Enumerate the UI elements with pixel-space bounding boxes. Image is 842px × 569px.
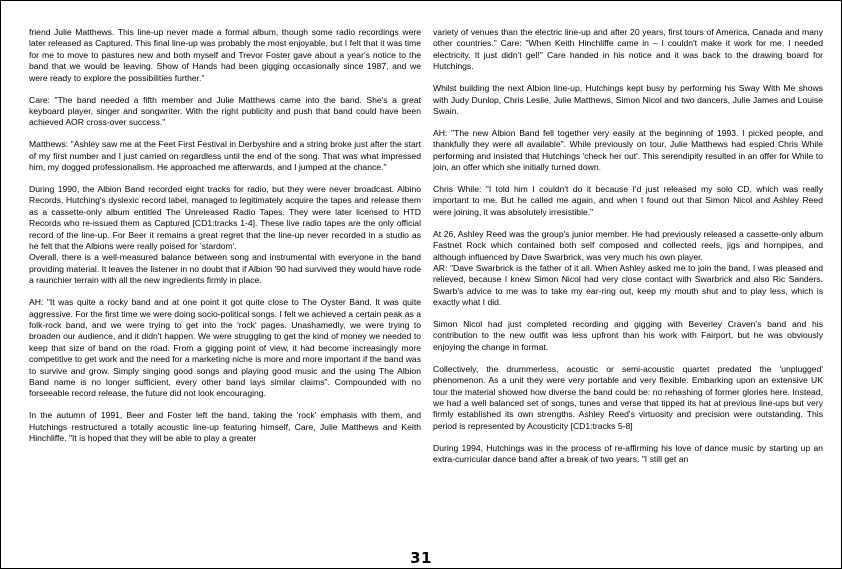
paragraph: In the autumn of 1991, Beer and Foster left the band, taking the 'rock' emphasis with them, and Hutchings restructured a totally acoustic line-up featuring himself, Care, Julie Matthews and Keith Hinchliffe. "It is hoped that they will be able to play a greater	[29, 410, 421, 444]
paragraph: Overall, there is a well-measured balance between song and instrumental with everyone in the band providing material. It leaves the listener in no doubt that if Albion '90 had survived they would have rode a raunchier terrain with all the new ingredients firmly in place.	[29, 252, 421, 286]
paragraph: Whilst building the next Albion line-up, Hutchings kept busy by performing his Sway With Me shows with Judy Dunlop, Chris Leslie, Julie Matthews, Simon Nicol and two dancers, Julie James and Louise Swain.	[433, 83, 823, 116]
right-text-column	[433, 27, 823, 466]
paragraph: Matthews: "Ashley saw me at the Feet First Festival in Derbyshire and a string broke just after the start of my first number and I just carried on regardless until the end of the song. That was what impressed him, my dogged professionalism. He approached me afterwards, and I jumped at the chance."	[29, 139, 421, 173]
paragraph: Care: "The band needed a fifth member and Julie Matthews came into the band. She's a great keyboard player, singer and songwriter. With the right publicity and push that band could have been achieved AOR cross-over success."	[29, 94, 421, 128]
paragraph: Simon Nicol had just completed recording and gigging with Beverley Craven's band and his contribution to the new outfit was less upfront than his work with Fairport, but he was obviously enjoying the change in format.	[433, 319, 823, 352]
paragraph: AH: "The new Albion Band fell together very easily at the beginning of 1993. I picked people, and thankfully they were all available". While previously on tour, Julie Matthews had espied Chris While performing and insisted that Hutchings 'check her out'. This serendipity resulted in an offer for While to join, an offer which she initially turned down.	[433, 127, 823, 173]
paragraph: At 26, Ashley Reed was the group's junior member. He had previously released a cassette-only album Fastnet Rock which contained both self composed and collected reels, jigs and hornpipes, and although influenced by Dave Swarbrick, was very much his own player.	[433, 228, 823, 262]
paragraph: variety of venues than the electric line-up and after 20 years, first tours of America, Canada and many other countries." Care: "When Keith Hinchliffe came in – I couldn't make it work for me. I needed electricity. It just didn't gel!" Care handed in his notice and it was back to the drawing board for Hutchings.	[433, 27, 823, 72]
paragraph: During 1990, the Albion Band recorded eight tracks for radio, but they were never broadcast. Albino Records, Hutching's dyslexic record label, managed to legitimately acquire the tapes and release them as a cassette-only album entitled The Unreleased Radio Tapes. They were later licensed to HTD Records who re-issued them as Captured [CD1:tracks 1-4]. These live radio tapes are the only official record of the line-up. For Beer it remains a great regret that the line-up never recorded in a studio as he felt that the Albions were really poised for 'stardom'.	[29, 183, 421, 251]
paragraph: During 1994, Hutchings was in the process of re-affirming his love of dance music by starting up an extra-curricular dance band after a break of two years. "I still get an	[433, 442, 823, 465]
page-number: 31	[410, 549, 432, 567]
paragraph: Chris While: "I told him I couldn't do it because I'd just released my solo CD, which was really important to me. But he called me again, and when I found out that Simon Nicol and Ashley Reed were joining, it was absolutely irresistible."	[433, 183, 823, 217]
paragraph: AR: "Dave Swarbrick is the father of it all. When Ashley asked me to join the band, I was pleased and relieved, because I knew Simon Nicol had very close contact with Swarbrick and also Ric Sanders. Swarb's advice to me was to take my ear-ring out, keep my mouth shut and to play less, which is exactly what I did.	[433, 262, 823, 308]
paragraph: Collectively, the drummerless, acoustic or semi-acoustic quartet predated the 'unplugged' phenomenon. As a unit they were very portable and very flexible. Embarking upon an extensive UK tour the material showed how diverse the band could be: no rehashing of former glories here. Instead, we had a well balanced set of songs, tunes and verse that tipped its hat at previous line-ups but very firmly established its own strengths. Ashley Reed's virtuosity and precision were outstanding. This period is represented by Acousticity [CD1:tracks 5-8]	[433, 363, 823, 431]
paragraph: friend Julie Matthews. This line-up never made a formal album, though some radio recordings were later released as Captured. This final line-up was probably the most enjoyable, but I felt that it was time for me to move to pastures new and both myself and Trevor Foster gave about a year's notice to the band that we would be leaving. Show of Hands had been gigging occasionally since 1987, and we were ready to explore the possibilities further."	[29, 27, 421, 83]
left-text-column	[29, 27, 421, 445]
paragraph: AH: "It was quite a rocky band and at one point it got quite close to The Oyster Band. It was quite aggressive. For the first time we were doing socio-political songs. I felt we achieved a certain peak as a folk-rock band, and we were trying to get into the 'rock' pages. Unashamedly, we were trying to broaden our audience, and it didn't happen. We were struggling to get the kind of money we needed to keep that size of band on the road. From a gigging point of view, it had become increasingly more competitive to get work and the need for a marketing niche is more and more important if the band was to survive and grow. Simply singing good songs and playing good music and the using The Albion Band name is no longer sufficient, every other band lays similar claims". Compounded with no forseeable record release, the future did not look encouraging.	[29, 297, 421, 399]
